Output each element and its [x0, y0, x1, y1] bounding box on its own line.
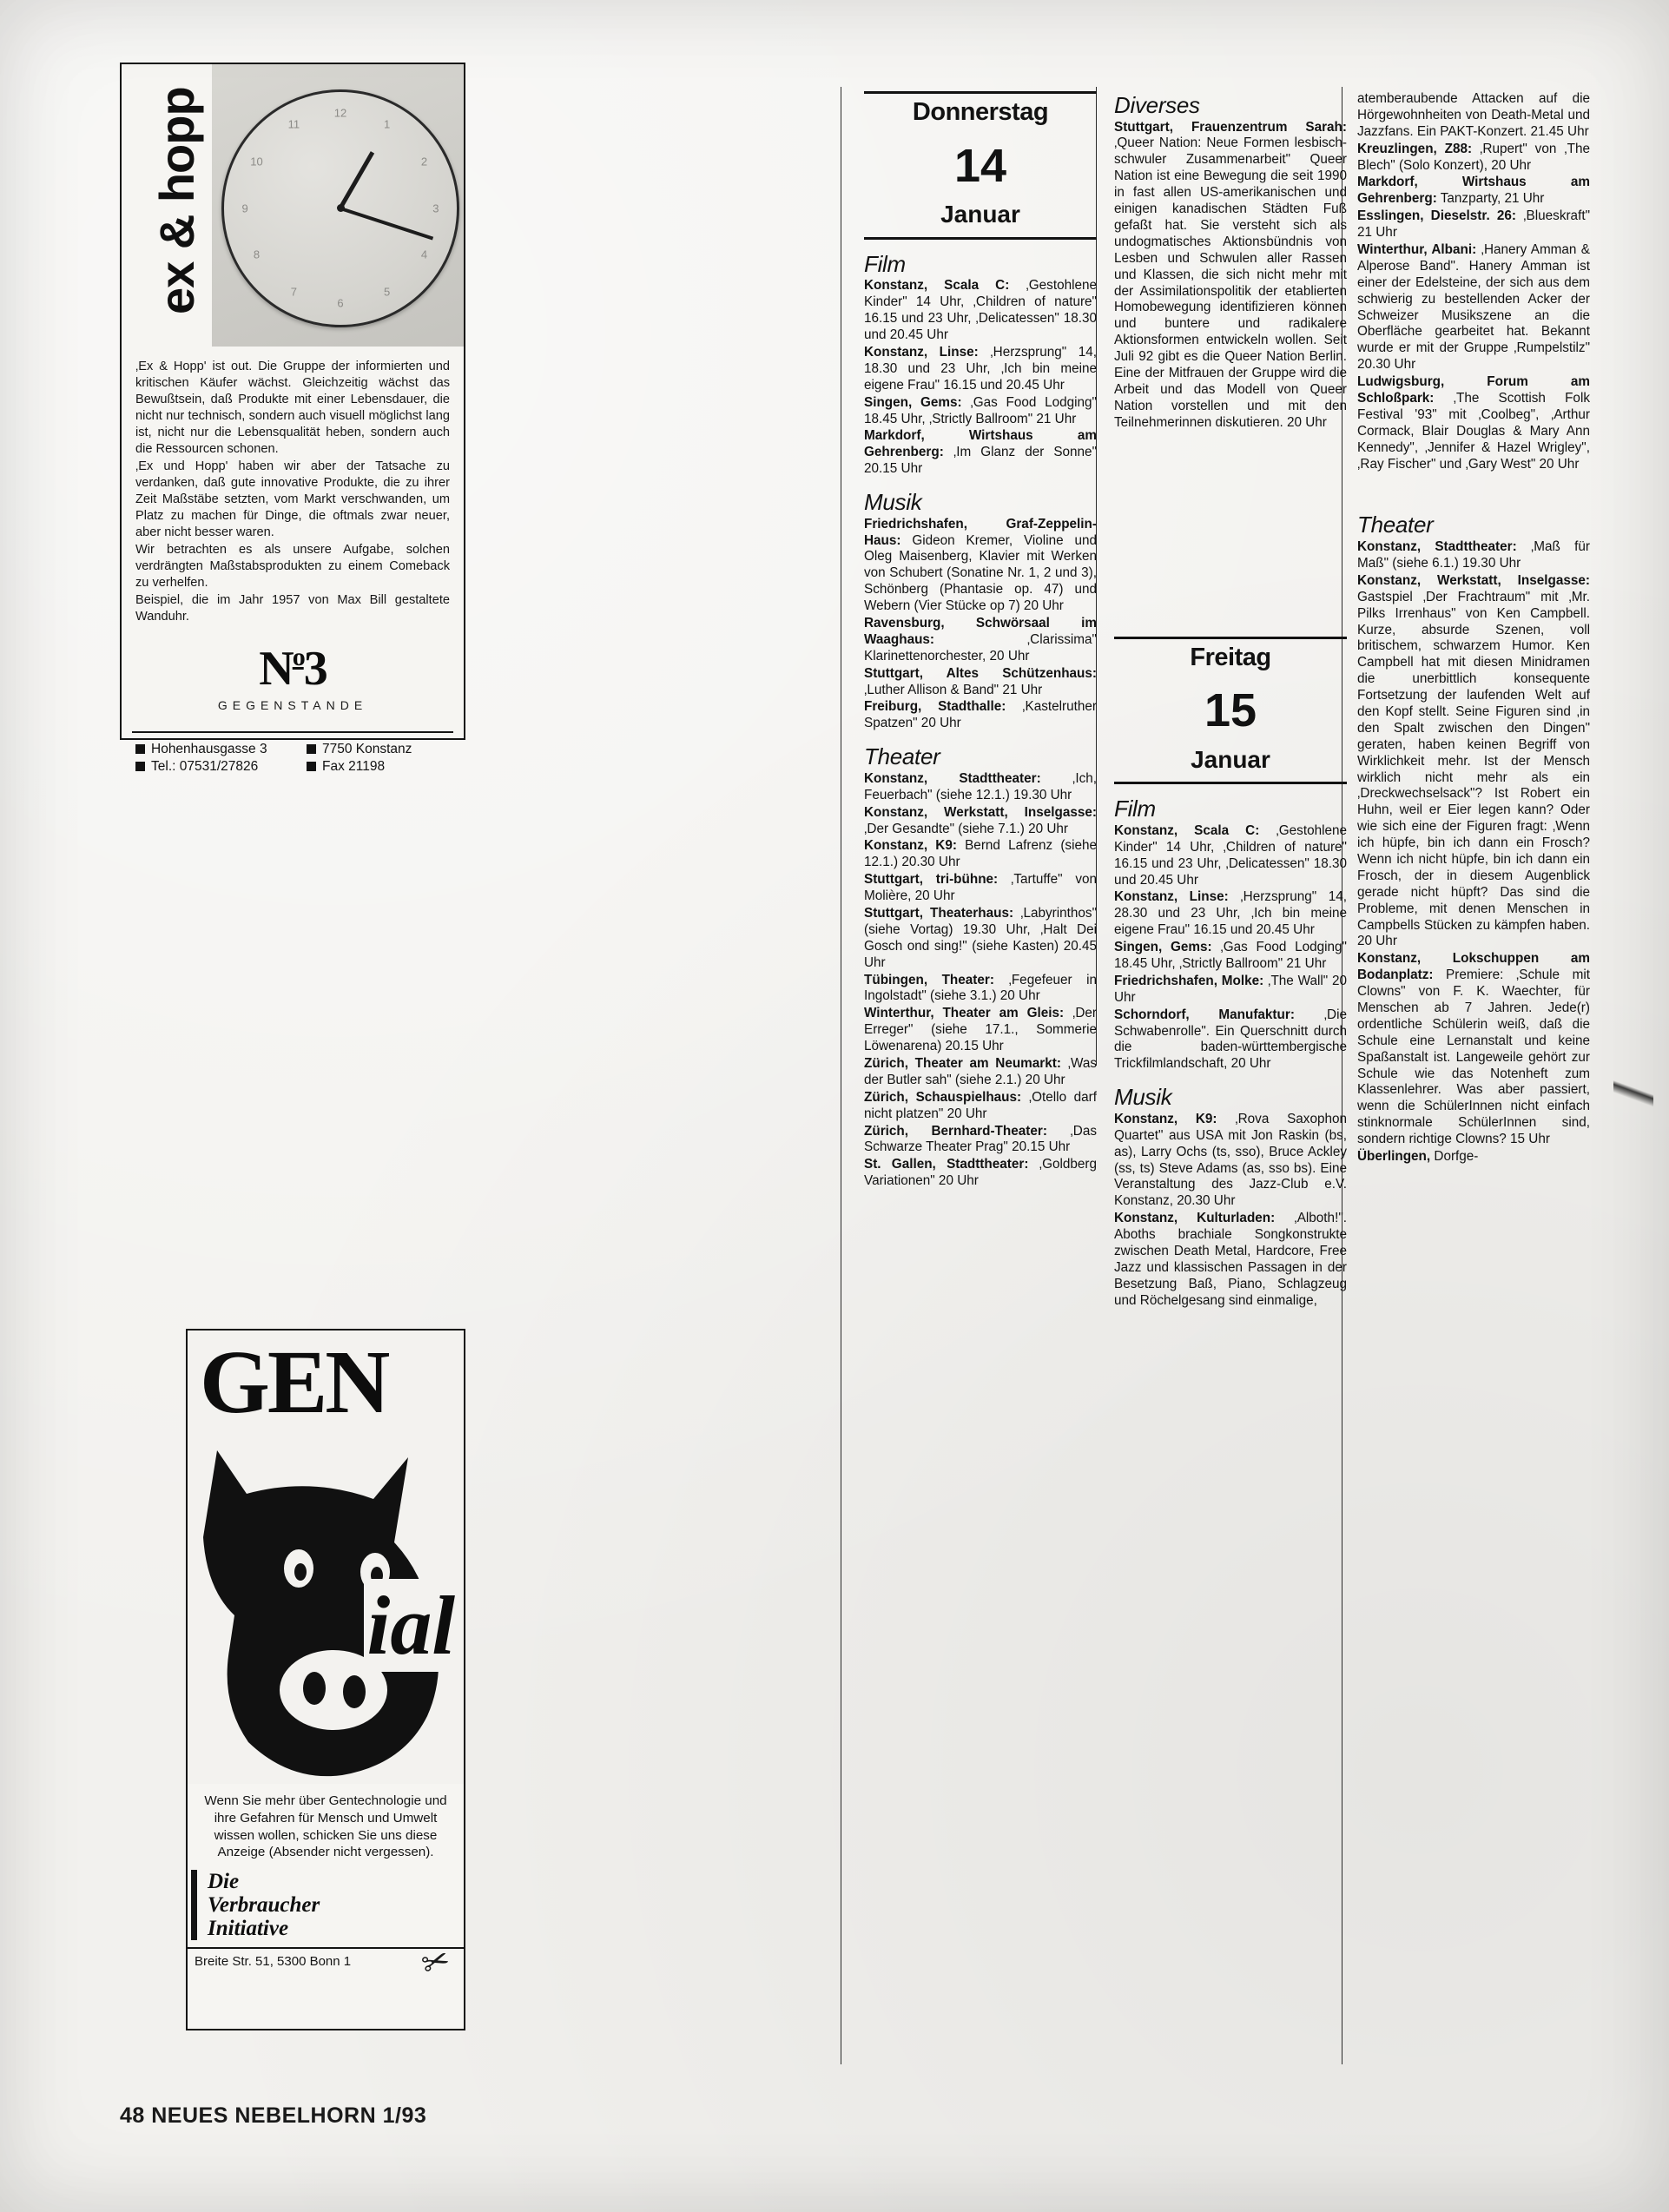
- scissors-icon: ✂: [417, 1941, 455, 1984]
- ad-contact-block: [132, 731, 453, 776]
- section-heading: Musik: [1114, 1084, 1172, 1111]
- listing-column-continuation: [1357, 91, 1590, 1166]
- entry-venue: Singen, Gems:: [1114, 940, 1212, 955]
- address-city: 7750 Konstanz: [322, 741, 412, 756]
- address-street: Hohenhausgasse 3: [151, 741, 267, 756]
- bullet-square-icon: [135, 744, 145, 754]
- listing-entry: [1114, 1007, 1347, 1073]
- entry-detail: ‚Der Erreger" (siehe 17.1., Sommerie Löwenarena) 20.15 Uhr: [864, 1006, 1098, 1054]
- ad-body-text: Wenn Sie mehr über Gentechnologie und ihre Gefahren für Mensch und Umwelt wissen wollen, schicken Sie uns diese Anzeige (Absender nicht vergessen).: [204, 1793, 447, 1860]
- logo-superscript-o: o: [292, 642, 304, 671]
- logo-line-1: Die: [208, 1870, 240, 1893]
- entry-venue: Konstanz, K9:: [864, 838, 957, 854]
- entry-detail: ‚Tartuffe" von Molière, 20 Uhr: [864, 872, 1097, 904]
- listing-entry: [864, 1090, 1097, 1123]
- entry-venue: Überlingen,: [1357, 1149, 1431, 1165]
- clock-number: 12: [333, 106, 347, 120]
- entry-detail: ‚Rupert" von ‚The Blech" (Solo Konzert), 20 Uhr: [1357, 141, 1590, 173]
- listing-entry: [864, 973, 1097, 1006]
- ad-artwork-area: [188, 1331, 464, 1784]
- entry-venue: St. Gallen, Stadttheater:: [864, 1157, 1029, 1172]
- entry-detail: ‚Gas Food Lodging" 18.45 Uhr, ‚Strictly Ballroom" 21 Uhr: [1114, 940, 1347, 972]
- entry-venue: Friedrichshafen, Molke:: [1114, 973, 1264, 988]
- entry-venue: Konstanz, Linse:: [864, 344, 979, 360]
- entry-venue: Konstanz, Linse:: [1114, 889, 1229, 905]
- clock-number: 3: [432, 201, 439, 215]
- brand-logo-no3: [122, 641, 464, 712]
- listing-entry: [1114, 889, 1347, 939]
- listing-entry: [864, 666, 1097, 699]
- entry-detail: Tanzparty, 21 Uhr: [1436, 191, 1545, 207]
- ad-paragraph: Wir betrachten es als unsere Aufgabe, solchen verdrängten Maßstabsprodukten zu einem Comeback zu verhelfen.: [135, 542, 450, 590]
- entry-venue: Konstanz, Werkstatt, Inselgasse:: [864, 804, 1097, 820]
- entry-detail: ‚Otello darf nicht platzen" 20 Uhr: [864, 1089, 1098, 1121]
- entry-venue: Ludwigsburg, Forum am Schloßpark:: [1357, 374, 1590, 406]
- entry-detail: ‚The Wall" 20 Uhr: [1114, 973, 1347, 1005]
- listing-entry: [864, 906, 1097, 972]
- entry-venue: Stuttgart, Altes Schützenhaus:: [864, 665, 1097, 681]
- clock-minute-hand: [340, 207, 433, 240]
- date-month: Januar: [1191, 745, 1270, 773]
- entry-venue: Markdorf, Wirtshaus am Gehrenberg:: [864, 428, 1097, 460]
- logo-line-2: Verbraucher: [208, 1893, 320, 1917]
- section-heading: Theater: [1357, 512, 1434, 538]
- entry-venue: Winterthur, Theater am Gleis:: [864, 1006, 1065, 1021]
- listing-entry: [1114, 1211, 1347, 1309]
- wall-clock-photo: [212, 64, 464, 347]
- entry-venue: Stuttgart, Theaterhaus:: [864, 905, 1014, 921]
- entry-detail: ‚Queer Nation: Neue Formen lesbisch-schwuler Zusammenarbeit" Queer Nation ist eine Bewegung die seit 1990 in fast allen US-amerikanischen und einigen kanadischen Städten Fuß gefaßt hat. Sie versteht sich als undogmatisches Aktionsbündnis von Lesben und Schwulen aller Rassen und Klassen, die sich nicht mehr mit der Assimilationspolitik der etablierten Homobewegung identifizieren können und buntere und radikalere Aktionsformen entwickeln wollen. Seit Juli 92 gibt es die Queer Nation Berlin. Eine der Mitfrauen der Gruppe wird die Arbeit und das Modell von Queer Nation vorstellen und mit den Teilnehmerinnen diskutieren. 20 Uhr: [1114, 135, 1347, 430]
- entry-detail: Bernd Lafrenz (siehe 12.1.) 20.30 Uhr: [864, 838, 1097, 870]
- entry-detail: ‚Die Schwabenrolle". Ein Querschnitt durch die baden-württembergische Trickfilmlandschaft, 20 Uhr: [1114, 1007, 1347, 1072]
- listing-entry: [864, 1006, 1097, 1055]
- entry-detail: atemberaubende Attacken auf die Hörgewohnheiten von Death-Metal und Jazzfans. Ein PAKT-Konzert. 21.45 Uhr: [1357, 91, 1590, 139]
- entry-venue: Kreuzlingen, Z88:: [1357, 141, 1473, 156]
- bullet-square-icon: [135, 762, 145, 771]
- verbraucher-initiative-logo: [191, 1870, 464, 1940]
- entry-detail: ‚Clarissima" Klarinettenorchester, 20 Uhr: [864, 631, 1097, 664]
- clock-hour-hand: [339, 151, 374, 209]
- date-header-friday: [1114, 637, 1347, 785]
- section-heading: Film: [1114, 796, 1156, 822]
- advertisement-genial: [186, 1329, 465, 2030]
- listing-entry: [864, 517, 1097, 615]
- entry-detail: ‚Labyrinthos" (siehe Vortag) 19.30 Uhr, ‚Halt Dei Gosch ond sing!" (siehe Kasten) 20.45 Uhr: [864, 905, 1097, 970]
- section-theater: [1357, 512, 1590, 1165]
- logo-letter-n: N: [259, 641, 293, 696]
- entry-detail: ‚Ich, Feuerbach" (siehe 12.1.) 19.30 Uhr: [864, 770, 1097, 802]
- ad-paragraph: Beispiel, die im Jahr 1957 von Max Bill gestaltete Wanduhr.: [135, 592, 450, 624]
- logo-wordmark: [122, 641, 464, 696]
- section-heading: Film: [864, 250, 906, 277]
- fax-number: Fax 21198: [322, 758, 386, 774]
- entry-detail: ‚Gestohlene Kinder" 14 Uhr, ‚Children of nature" 16.15 und 23 Uhr, ‚Delicatessen" 18.30 und 20.45 Uhr: [864, 278, 1098, 343]
- clock-center-hub: [337, 204, 345, 212]
- listing-entry: [864, 805, 1097, 838]
- headline-ial-text: ial: [364, 1579, 458, 1672]
- listing-entry: [1114, 974, 1347, 1007]
- listing-entry: [864, 771, 1097, 804]
- contact-row-phone: [132, 758, 453, 776]
- entry-venue: Freiburg, Stadthalle:: [864, 699, 1006, 715]
- date-weekday: Donnerstag: [912, 98, 1049, 126]
- listing-entry: [864, 1124, 1097, 1157]
- clock-number: 2: [420, 155, 428, 168]
- listing-entry: [864, 395, 1097, 428]
- listing-entry: [864, 838, 1097, 871]
- listing-entry: [864, 278, 1097, 344]
- listing-column-friday: [1114, 91, 1347, 1311]
- listing-entry: [864, 1157, 1097, 1190]
- listing-entry: [1114, 1112, 1347, 1210]
- entry-venue: Tübingen, Theater:: [864, 972, 994, 987]
- listing-entry: [1114, 823, 1347, 889]
- date-day-number: 15: [1204, 684, 1257, 737]
- entry-detail: ‚Kastelruther Spatzen" 20 Uhr: [864, 699, 1098, 731]
- listing-entry: [1114, 120, 1347, 432]
- date-header-thursday: [864, 91, 1097, 240]
- entry-detail: ‚Hanery Amman & Alperose Band". Hanery Amman ist einer der Edelsteine, der sich aus dem schwierig zu bestellenden Acker der Schweizer Musikszene an die Oberfläche gearbeitet hat. Bekannt wurde er mit der Gruppe ‚Rumpelstilz" 20.30 Uhr: [1357, 242, 1590, 373]
- listing-entry: [864, 872, 1097, 905]
- ad-paragraph: ‚Ex & Hopp' ist out. Die Gruppe der informierten und kritischen Käufer wächst. Gleichzeitig wächst das Bewußtsein, daß Produkte mit einer Lebensdauer, die nicht nur technisch, sondern auch visuell möglichst lang ist, nicht nur die Lebensqualität heben, sondern auch die Ressourcen schonen.: [135, 360, 450, 456]
- contact-row-address: [132, 741, 453, 758]
- entry-venue: Singen, Gems:: [864, 394, 962, 410]
- listing-entry: [1357, 242, 1590, 373]
- bullet-square-icon: [307, 762, 316, 771]
- entry-venue: Stuttgart, Frauenzentrum Sarah:: [1114, 119, 1347, 135]
- entry-detail: ‚Herzsprung" 14, 18.30 und 23 Uhr, ‚Ich bin meine eigene Frau" 16.15 und 20.45 Uhr: [864, 344, 1097, 393]
- listing-entry: [1357, 1149, 1590, 1165]
- clock-number: 7: [290, 285, 298, 299]
- listing-entry: [864, 616, 1097, 665]
- entry-venue: Konstanz, Scala C:: [864, 278, 1010, 294]
- entry-venue: Konstanz, Stadttheater:: [1357, 539, 1517, 555]
- clock-face: [221, 89, 459, 327]
- entry-detail: ‚Maß für Maß" (siehe 6.1.) 19.30 Uhr: [1357, 539, 1590, 571]
- entry-detail: ‚The Scottish Folk Festival '93" mit ‚Coolbeg", ‚Arthur Cormack, Blair Douglas & Mary Ann Kennedy", ‚Jennifer & Hazel Wrigley", ‚Ray Fischer" und ‚Gary West" 20 Uhr: [1357, 391, 1590, 472]
- section-list: [1114, 796, 1347, 1309]
- scan-artifact: [1613, 1033, 1653, 1155]
- entry-detail: ‚Gas Food Lodging" 18.45 Uhr, ‚Strictly Ballroom" 21 Uhr: [864, 394, 1097, 426]
- listing-entry: [1357, 951, 1590, 1148]
- entry-venue: Friedrichshafen, Graf-Zeppelin-Haus:: [864, 516, 1097, 548]
- entry-detail: ‚Gestohlene Kinder" 14 Uhr, ‚Children of nature" 16.15 und 23 Uhr, ‚Delicatessen" 18.30 und 20.45 Uhr: [1114, 822, 1348, 888]
- listing-entry: [864, 699, 1097, 732]
- entry-detail: ‚Was der Butler sah" (siehe 2.1.) 20 Uhr: [864, 1055, 1097, 1087]
- listing-entry: [1357, 208, 1590, 241]
- section-list: [864, 252, 1097, 1190]
- listing-entry: [1357, 142, 1590, 175]
- section-heading: Musik: [864, 489, 922, 516]
- entry-venue: Zürich, Theater am Neumarkt:: [864, 1055, 1061, 1071]
- listing-column-thursday: [864, 91, 1097, 1191]
- entry-detail: ‚Das Schwarze Theater Prag" 20.15 Uhr: [864, 1123, 1097, 1155]
- clock-number: 9: [241, 201, 248, 215]
- listing-entry: [1357, 374, 1590, 472]
- headline-gen: GEN: [200, 1332, 388, 1432]
- phone-number: Tel.: 07531/27826: [151, 758, 259, 774]
- entry-detail: ‚Herzsprung" 14, 28.30 und 23 Uhr, ‚Ich bin meine eigene Frau" 16.15 und 20.45 Uhr: [1114, 889, 1347, 938]
- theater-entry-list: [1357, 539, 1590, 1165]
- advertisement-ex-hopp: [120, 63, 465, 774]
- entry-detail: ‚Goldberg Variationen" 20 Uhr: [864, 1157, 1098, 1189]
- clock-number: 4: [420, 248, 428, 261]
- logo-line-3: Initiative: [208, 1917, 289, 1940]
- clock-number: 8: [253, 248, 261, 261]
- clock-number: 11: [287, 117, 300, 131]
- continued-entries: [1357, 91, 1590, 472]
- entry-detail: Dorfge-: [1430, 1149, 1479, 1165]
- page-footer: 48 NEUES NEBELHORN 1/93: [120, 2103, 427, 2128]
- entry-venue: Zürich, Bernhard-Theater:: [864, 1123, 1047, 1139]
- entry-venue: Konstanz, Stadttheater:: [864, 770, 1041, 786]
- listing-entry: [1357, 91, 1590, 141]
- entry-venue: Konstanz, Werkstatt, Inselgasse:: [1357, 572, 1590, 588]
- entry-detail: ‚Der Gesandte" (siehe 7.1.) 20 Uhr: [864, 821, 1068, 836]
- ad-body-text: [122, 347, 464, 625]
- listing-entry: [1357, 539, 1590, 572]
- ad-title-ex-hopp: ex & hopp: [149, 87, 204, 314]
- entry-venue: Ravensburg, Schwörsaal im Waaghaus:: [864, 616, 1097, 647]
- entry-detail: ‚Blueskraft" 21 Uhr: [1357, 208, 1590, 241]
- ad-header-area: [122, 64, 464, 347]
- listing-entry: [1357, 175, 1590, 208]
- entry-venue: Schorndorf, Manufaktur:: [1114, 1007, 1295, 1022]
- logo-subtitle: GEGENSTANDE: [217, 697, 368, 712]
- headline-ial: [364, 1579, 458, 1672]
- entry-detail: ‚Im Glanz der Sonne" 20.15 Uhr: [864, 445, 1097, 477]
- listing-entry: [864, 345, 1097, 394]
- entry-detail: ‚Alboth!". Aboths brachiale Songkonstrukte zwischen Death Metal, Hardcore, Free Jazz und klassischen Passagen in der Besetzung Baß, Piano, Schlagzeug und Röchelgesang sind einmalige,: [1114, 1211, 1347, 1308]
- date-day-number: 14: [953, 139, 1007, 192]
- section-diverses: [1114, 93, 1347, 432]
- entry-venue: Konstanz, K9:: [1114, 1111, 1217, 1126]
- entry-detail: Gastspiel ‚Der Frachtraum" mit ‚Mr. Pilks Irrenhaus" von Ken Campbell. Kurze, absurde Szenen, voll britischem, schwarzem Humor. Ken Campbell hat mit diesen Minidramen die unerbittlich konsequente Fortsetzung der laufenden Welt auf den Kopf stellt. Seine Figuren sind ‚in den Spalt zwischen den Dingen" geraten, haben keinen Begriff von Wirklichkeit mehr. Ist der Mensch wirklich nicht mehr als ein ‚Dreckwechselsack"? Ist Robert ein Huhn, weil er Eier legen kann? Oder wie sich eine der Figuren fragt: ‚Wenn ich hüpfe, bin ich dann ein Frosch? Wenn ich nicht hüpfe, bin ich dann ein Frosch, der in diesem Augenblick gerade nicht hüpft? Das sind die Probleme, mit denen Menschen in Campbells Stücken zu kämpfen haben. 20 Uhr: [1357, 589, 1590, 949]
- entry-venue: Markdorf, Wirtshaus am Gehrenberg:: [1357, 175, 1590, 207]
- entry-venue: Konstanz, Lokschuppen am Bodanplatz:: [1357, 951, 1590, 983]
- entry-venue: Stuttgart, tri-bühne:: [864, 872, 999, 888]
- listing-entry: [1357, 573, 1590, 950]
- entry-detail: Gideon Kremer, Violine und Oleg Maisenberg, Klavier mit Werken von Schubert (Sonatine Nr. 1, 2 und 3), Schönberg (Phantasie op. 47) und Webern (Vier Stücke op 7) 20 Uhr: [864, 532, 1097, 614]
- listing-entry: [864, 1056, 1097, 1089]
- section-heading: Theater: [864, 743, 940, 770]
- date-weekday: Freitag: [1190, 643, 1271, 671]
- section-heading: Diverses: [1114, 92, 1200, 118]
- clock-number: 6: [337, 296, 344, 310]
- vi-address: Breite Str. 51, 5300 Bonn 1: [188, 1947, 464, 1969]
- entry-venue: Konstanz, Kulturladen:: [1114, 1211, 1276, 1226]
- entry-detail: ‚Luther Allison & Band" 21 Uhr: [864, 682, 1043, 697]
- entry-venue: Winterthur, Albani:: [1357, 242, 1477, 258]
- entry-venue: Zürich, Schauspielhaus:: [864, 1089, 1022, 1105]
- entry-venue: Esslingen, Dieselstr. 26:: [1357, 208, 1516, 224]
- bullet-square-icon: [307, 744, 316, 754]
- entry-venue: Konstanz, Scala C:: [1114, 822, 1260, 838]
- entry-detail: Premiere: ‚Schule mit Clowns" von F. K. Waechter, für Menschen ab 7 Jahren. Jede(r) ordentliche Schülerin weiß, daß die Schule eine Lernanstalt und keine Spaßanstalt ist. Langeweile gehört zur Schule wie das Notenheft zum Klassenlehrer. Was aber passiert, wenn die SchülerInnen nicht einfach stinknormale SchülerInnen sind, sondern richtige Clowns? 15 Uhr: [1357, 967, 1590, 1147]
- listing-entry: [1114, 940, 1347, 973]
- entry-detail: ‚Fegefeuer in Ingolstadt" (siehe 3.1.) 20 Uhr: [864, 972, 1097, 1004]
- date-month: Januar: [940, 200, 1020, 228]
- listing-entry: [864, 428, 1097, 478]
- logo-number-3: 3: [303, 641, 327, 696]
- clock-number: 1: [383, 117, 391, 131]
- clock-number: 10: [250, 155, 263, 168]
- entry-detail: ‚Rova Saxophon Quartet" aus USA mit Jon Raskin (bs, as), Larry Ochs (ts, sso), Bruce Ackley (ss, ts) Steve Adams (as, sso bs). Eine Veranstaltung des Jazz-Club e.V. Konstanz, 20.30 Uhr: [1114, 1111, 1347, 1209]
- ad-paragraph: ‚Ex und Hopp' haben wir aber der Tatsache zu verdanken, daß gute innovative Produkte, die zu ihrer Zeit Maßstäbe setzten, vom Markt verschwanden, um Platz zu machen für Dinge, die oftmals zwar neuer, aber nicht besser waren.: [135, 459, 450, 539]
- clock-number: 5: [383, 285, 391, 299]
